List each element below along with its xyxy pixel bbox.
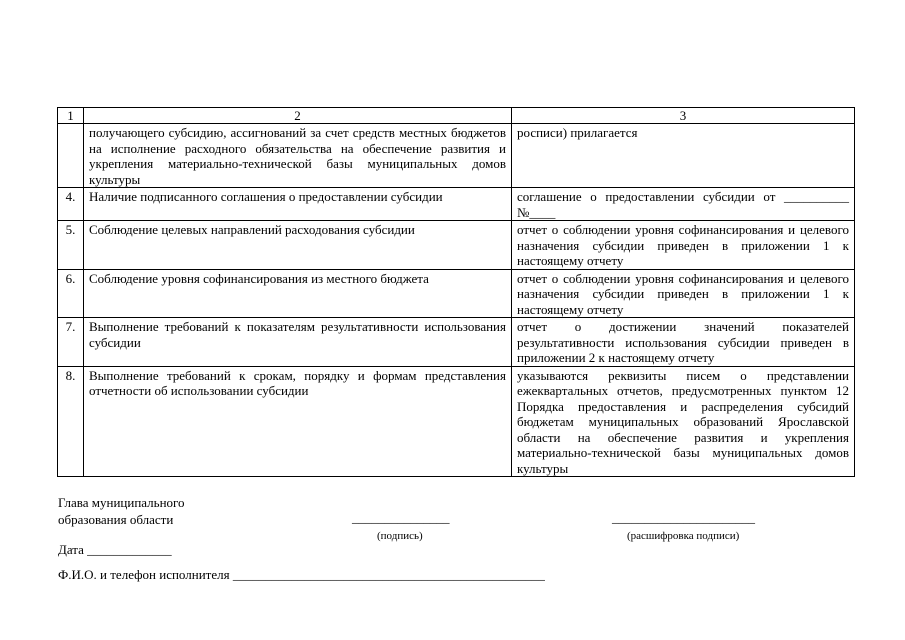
signature-caption: (подпись) bbox=[377, 530, 423, 542]
row-number: 4. bbox=[58, 188, 84, 221]
row-number: 7. bbox=[58, 318, 84, 367]
table-row bbox=[58, 188, 855, 221]
table-row bbox=[58, 221, 855, 270]
table-header-row bbox=[58, 108, 855, 124]
header-col-3: 3 bbox=[512, 108, 855, 124]
row-confirmation: отчет о достижении значений показателей результативности использования субсидии приведен в приложении 2 к настоящему отчету bbox=[512, 318, 855, 367]
date-field: Дата _____________ bbox=[58, 542, 172, 557]
row-number: 6. bbox=[58, 269, 84, 318]
header-col-2: 2 bbox=[84, 108, 512, 124]
row-number bbox=[58, 124, 84, 188]
report-table bbox=[57, 107, 855, 477]
header-col-1: 1 bbox=[58, 108, 84, 124]
head-title-line1: Глава муниципального bbox=[58, 495, 185, 510]
signature-line: _______________ bbox=[352, 510, 450, 525]
row-criterion: Выполнение требований к показателям результативности использования субсидии bbox=[84, 318, 512, 367]
row-confirmation: соглашение о предоставлении субсидии от __________ №____ bbox=[512, 188, 855, 221]
row-criterion: Наличие подписанного соглашения о предоставлении субсидии bbox=[84, 188, 512, 221]
row-confirmation: росписи) прилагается bbox=[512, 124, 855, 188]
signature-decode-caption: (расшифровка подписи) bbox=[627, 530, 740, 542]
row-criterion: получающего субсидию, ассигнований за счет средств местных бюджетов на исполнение расходного обязательства на обеспечение развития и укрепления материально-технической базы муниципальных домов культуры bbox=[84, 124, 512, 188]
row-number: 8. bbox=[58, 366, 84, 477]
row-criterion: Соблюдение целевых направлений расходования субсидии bbox=[84, 221, 512, 270]
table-row bbox=[58, 269, 855, 318]
row-number: 5. bbox=[58, 221, 84, 270]
table-row bbox=[58, 124, 855, 188]
executor-field: Ф.И.О. и телефон исполнителя ________________________________________________ bbox=[58, 567, 545, 582]
row-confirmation: указываются реквизиты писем о представлении ежеквартальных отчетов, предусмотренных пунктом 12 Порядка предоставления и распределения субсидий бюджетам муниципальных образований Ярославской области на обеспечение развития и укрепления материально-технической базы муниципальных домов культуры bbox=[512, 366, 855, 477]
row-confirmation: отчет о соблюдении уровня софинансирования и целевого назначения субсидии приведен в приложении 1 к настоящему отчету bbox=[512, 269, 855, 318]
row-criterion: Выполнение требований к срокам, порядку и формам представления отчетности об использовании субсидии bbox=[84, 366, 512, 477]
signature-decode-line: ______________________ bbox=[612, 510, 755, 525]
row-criterion: Соблюдение уровня софинансирования из местного бюджета bbox=[84, 269, 512, 318]
table-row bbox=[58, 366, 855, 477]
row-confirmation: отчет о соблюдении уровня софинансирования и целевого назначения субсидии приведен в приложении 1 к настоящему отчету bbox=[512, 221, 855, 270]
table-row bbox=[58, 318, 855, 367]
head-title-line2: образования области bbox=[58, 512, 174, 527]
